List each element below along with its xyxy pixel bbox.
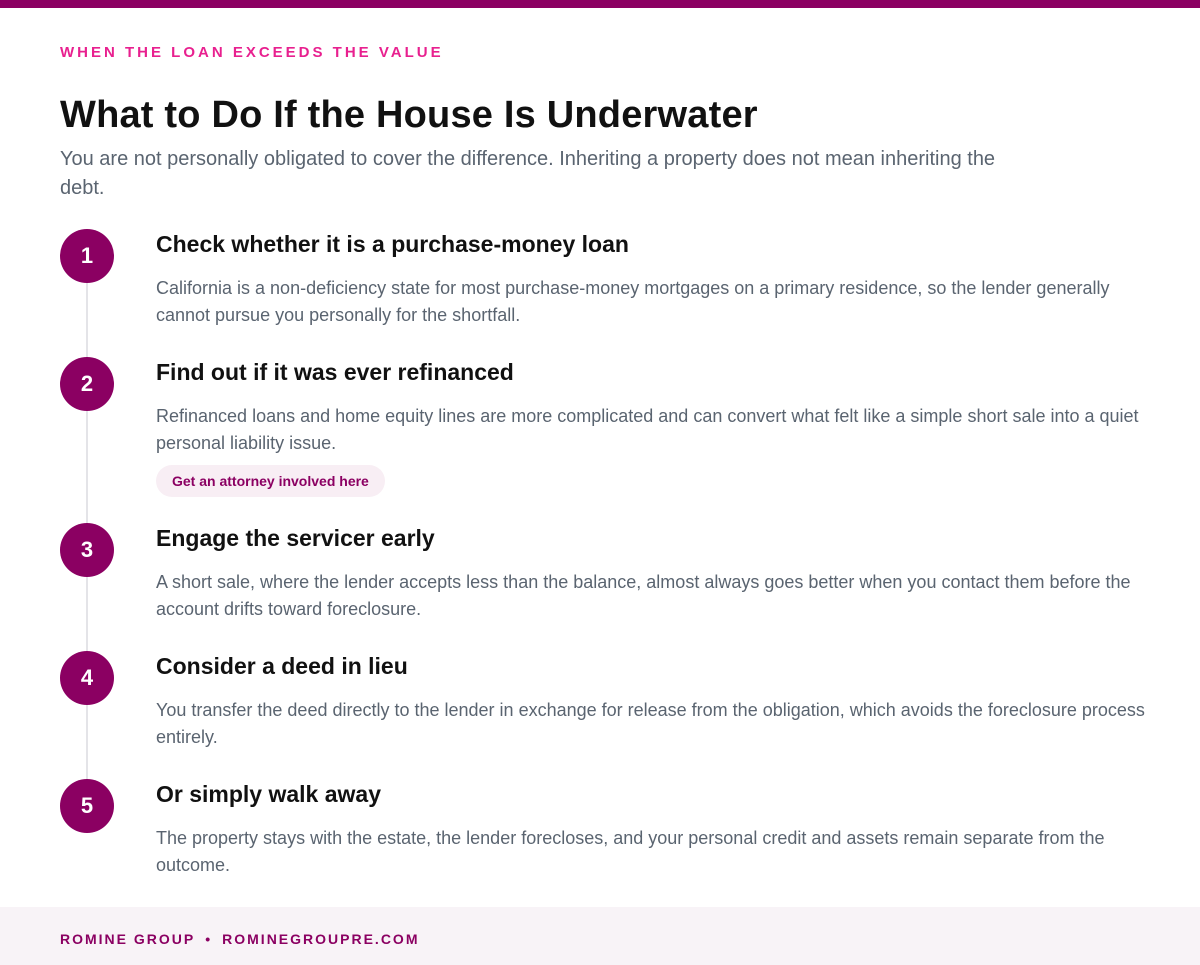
step-title: Engage the servicer early <box>156 525 435 551</box>
attorney-callout-pill: Get an attorney involved here <box>156 465 385 497</box>
step-number-badge: 1 <box>60 229 114 283</box>
step-number-badge: 4 <box>60 651 114 705</box>
step-title: Check whether it is a purchase-money loan <box>156 231 629 257</box>
step-title: Find out if it was ever refinanced <box>156 359 514 385</box>
footer-text <box>60 931 419 947</box>
footer <box>0 907 1200 965</box>
step-title: Or simply walk away <box>156 781 382 807</box>
step-description: You transfer the deed directly to the lender in exchange for release from the obligation, which avoids the foreclosure process entirely. <box>156 700 1145 747</box>
eyebrow-label: WHEN THE LOAN EXCEEDS THE VALUE <box>60 44 444 61</box>
footer-website: ROMINEGROUPRE.COM <box>222 931 420 947</box>
step-number-badge: 2 <box>60 357 114 411</box>
footer-brand: ROMINE GROUP <box>60 931 196 947</box>
step-description: The property stays with the estate, the lender forecloses, and your personal credit and assets remain separate from the outcome. <box>156 828 1105 875</box>
step-description: Refinanced loans and home equity lines are more complicated and can convert what felt like a simple short sale into a quiet personal liability issue. <box>156 406 1139 453</box>
page-title: What to Do If the House Is Underwater <box>60 94 758 136</box>
top-accent-bar <box>0 0 1200 8</box>
footer-separator: • <box>205 931 213 947</box>
step-title: Consider a deed in lieu <box>156 653 408 679</box>
step-number-badge: 3 <box>60 523 114 577</box>
page-subtitle: You are not personally obligated to cover the difference. Inheriting a property does not mean inheriting the debt. <box>60 148 996 199</box>
step-description: A short sale, where the lender accepts less than the balance, almost always goes better when you contact them before the account drifts toward foreclosure. <box>156 572 1131 619</box>
step-description: California is a non-deficiency state for most purchase-money mortgages on a primary residence, so the lender generally cannot pursue you personally for the shortfall. <box>156 278 1110 325</box>
step-number-badge: 5 <box>60 779 114 833</box>
